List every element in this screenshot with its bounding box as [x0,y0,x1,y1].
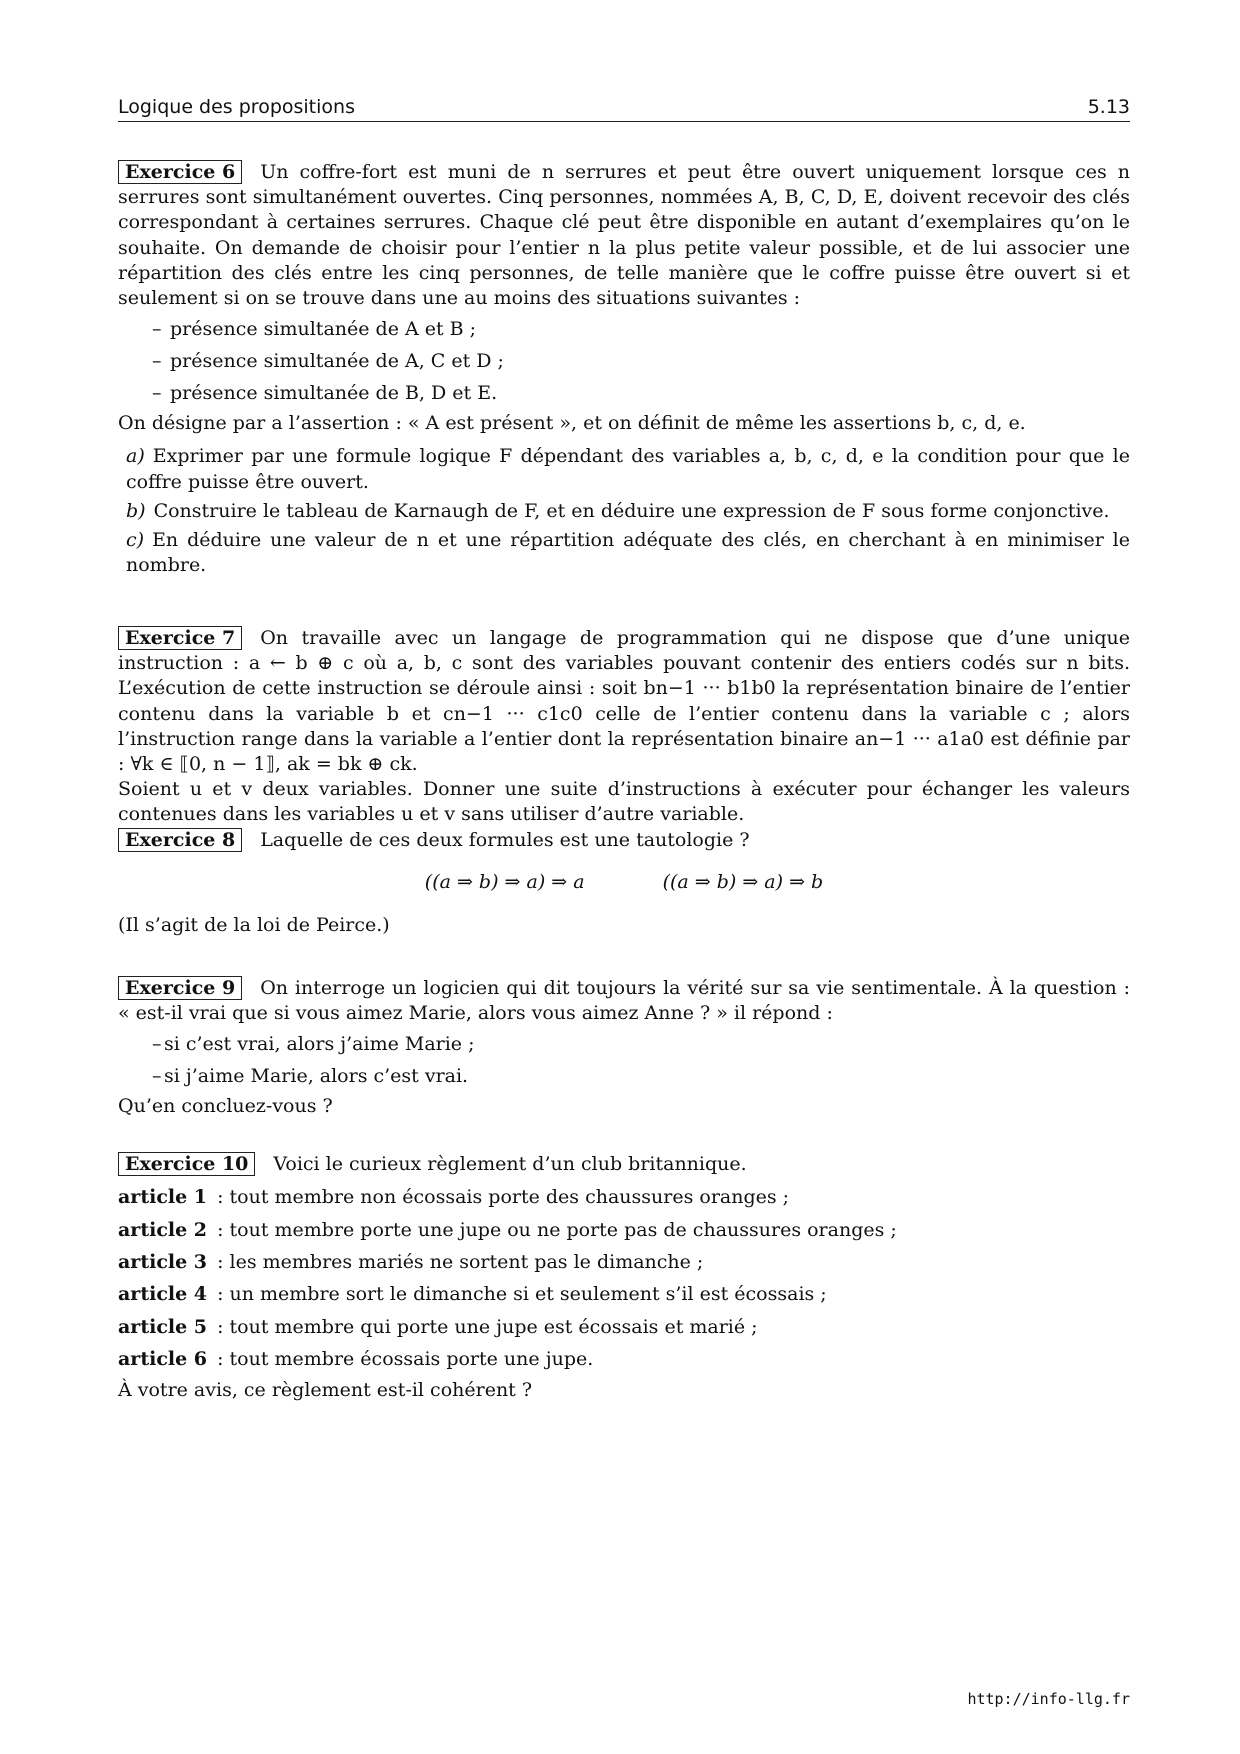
article-3: article 3 : les membres mariés ne sortent pas le dimanche ; [118,1251,704,1274]
exercise-7 [118,626,1130,828]
article-2: article 2 : tout membre porte une jupe ou ne porte pas de chaussures oranges ; [118,1218,897,1241]
exercise-9-conclusion: Qu’en concluez-vous ? [118,1095,333,1118]
article-6: article 6 : tout membre écossais porte une jupe. [118,1348,594,1371]
exercise-7-label: Exercice 7 [118,626,242,650]
list-item: – si c’est vrai, alors j’aime Marie ; [118,1028,1130,1060]
footer-url[interactable]: http://info-llg.fr [967,1690,1130,1708]
exercise-8-note: (Il s’agit de la loi de Peirce.) [118,914,390,937]
exercise-7-text: Exercice 7 On travaille avec un langage de programmation qui ne dispose que d’une unique instruction : a ← b ⊕ c où a, b, c sont des variables pouvant contenir des entiers codés sur n bits. L’exécution de cette instruction se déroule ainsi : soit bn−1 ··· b1b0 la représentation binaire de l’entier contenu dans la variable b et cn−1 ··· c1c0 celle de l’entier contenu dans la variable c ; alors l’instruction range dans la variable a l’entier dont la représentation binaire an−1 ··· a1a0 est définie par : ∀k ∈ ⟦0, n − 1⟧, ak = bk ⊕ ck. [118,627,1130,776]
page-number: 5.13 [1087,96,1130,118]
formulas [118,871,1130,893]
page-header [118,96,1130,122]
list-item: – si j’aime Marie, alors c’est vrai. [118,1060,1130,1092]
article-1: article 1 : tout membre non écossais porte des chaussures oranges ; [118,1186,790,1209]
exercise-6-assertion: On désigne par a l’assertion : « A est présent », et on définit de même les assertions b, c, d, e. [118,412,1026,435]
article-4: article 4 : un membre sort le dimanche si et seulement s’il est écossais ; [118,1283,827,1306]
chapter-title: Logique des propositions [118,96,355,118]
formula-2: ((a ⇒ b) ⇒ a) ⇒ b [662,871,824,894]
exercise-9-text: Exercice 9 On interroge un logicien qui dit toujours la vérité sur sa vie sentimentale. À la question : « est-il vrai que si vous aimez Marie, alors vous aimez Anne ? » il répond : [118,977,1130,1025]
exercise-6 [118,160,1130,578]
exercise-10-text: Exercice 10 Voici le curieux règlement d’un club britannique. [118,1152,1130,1177]
question-b: b) Construire le tableau de Karnaugh de F, et en déduire une expression de F sous forme conjonctive. [126,499,1110,522]
exercise-6-situations [118,313,1130,409]
exercise-6-label: Exercice 6 [118,160,242,184]
exercise-6-intro: Exercice 6 Un coffre-fort est muni de n serrures et peut être ouvert uniquement lorsque ces n serrures sont simultanément ouvertes. Cinq personnes, nommées A, B, C, D, E, doivent recevoir des clés correspondant à certaines serrures. Chaque clé peut être disponible en autant d’exemplaires qu’on le souhaite. On demande de choisir pour l’entier n la plus petite valeur possible, et de lui associer une répartition des clés entre les cinq personnes, de telle manière que le coffre puisse être ouvert si et seulement si on se trouve dans une au moins des situations suivantes : [118,161,1130,310]
exercise-10-question: À votre avis, ce règlement est-il cohérent ? [118,1378,533,1401]
exercise-7-text2: Soient u et v deux variables. Donner une suite d’instructions à exécuter pour échanger les valeurs contenues dans les variables u et v sans utiliser d’autre variable. [118,778,1130,826]
question-a: a) Exprimer par une formule logique F dépendant des variables a, b, c, d, e la condition pour que le coffre puisse être ouvert. [126,445,1130,493]
list-item: – présence simultanée de A, C et D ; [118,345,1130,377]
exercise-8 [118,828,1130,938]
exercise-9-label: Exercice 9 [118,976,242,1000]
formula-1: ((a ⇒ b) ⇒ a) ⇒ a [424,871,585,894]
exercise-10-label: Exercice 10 [118,1152,255,1176]
list-item: – présence simultanée de A et B ; [118,313,1130,345]
exercise-9-answers [118,1028,1130,1092]
articles-list [118,1181,1130,1375]
article-5: article 5 : tout membre qui porte une jupe est écossais et marié ; [118,1315,758,1338]
exercise-8-text: Exercice 8 Laquelle de ces deux formules est une tautologie ? [118,828,1130,853]
question-c: c) En déduire une valeur de n et une répartition adéquate des clés, en cherchant à en minimiser le nombre. [126,529,1130,577]
list-item: – présence simultanée de B, D et E. [118,377,1130,409]
exercise-8-label: Exercice 8 [118,828,242,852]
exercise-9 [118,976,1130,1120]
exercise-10 [118,1152,1130,1403]
